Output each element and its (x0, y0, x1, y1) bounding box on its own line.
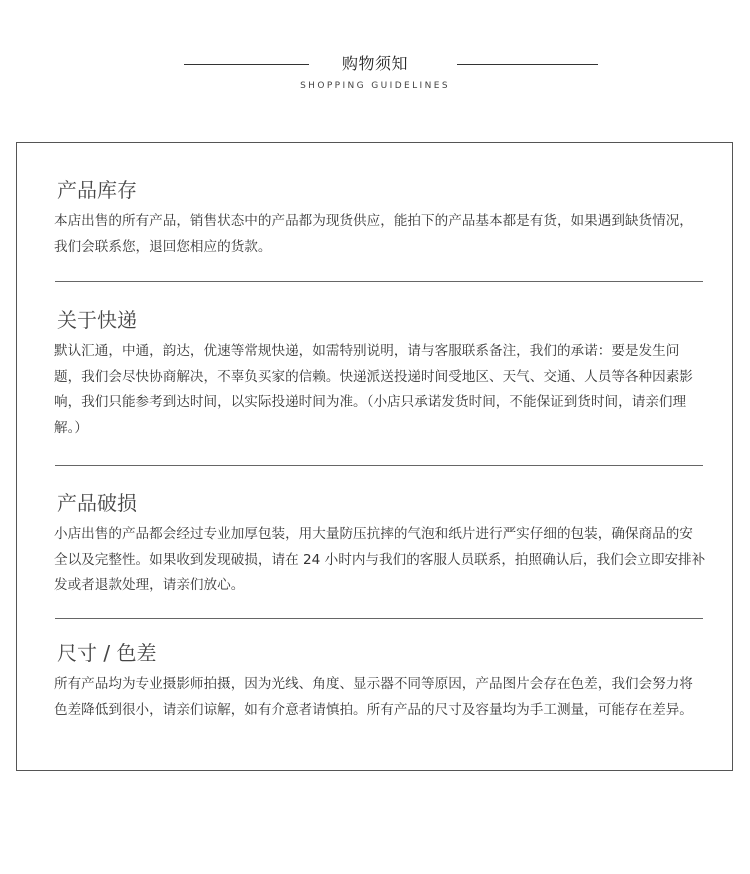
page-header (0, 0, 750, 110)
section-heading: 产品库存 (57, 178, 137, 202)
section-body: 所有产品均为专业摄影师拍摄，因为光线、角度、显示器不同等原因，产品图片会存在色差，我们会努力将色差降低到很小，请亲们谅解，如有介意者请慎拍。所有产品的尺寸及容量均为手工测量，可能存在差异。 (54, 676, 693, 718)
section-product-stock (54, 177, 706, 260)
section-body: 默认汇通，中通，韵达，优速等常规快递，如需特别说明，请与客服联系备注，我们的承诺：要是发生问题，我们会尽快协商解决，不辜负买家的信赖。快递派送投递时间受地区、天气、交通、人员等各种因素影响，我们只能参考到达时间，以实际投递时间为准。（小店只承诺发货时间，不能保证到货时间，请亲们理解。） (54, 343, 693, 436)
section-heading: 关于快递 (57, 308, 137, 332)
section-shipping (54, 307, 706, 441)
section-body: 本店出售的所有产品，销售状态中的产品都为现货供应，能拍下的产品基本都是有货，如果遇到缺货情况，我们会联系您，退回您相应的货款。 (54, 213, 693, 255)
page-subtitle: SHOPPING GUIDELINES (300, 81, 450, 91)
section-heading: 尺寸 / 色差 (57, 641, 157, 665)
section-heading: 产品破损 (57, 491, 137, 515)
section-divider (55, 465, 703, 466)
section-product-damage (54, 490, 706, 599)
section-body: 小店出售的产品都会经过专业加厚包装，用大量防压抗摔的气泡和纸片进行严实仔细的包装，确保商品的安全以及完整性。如果收到发现破损，请在 24 小时内与我们的客服人员联系，拍照确认后，我们会立即安排补发或者退款处理，请亲们放心。 (54, 526, 706, 593)
section-divider (55, 618, 703, 619)
page-title: 购物须知 (341, 54, 408, 73)
guidelines-box (16, 142, 733, 771)
section-divider (55, 281, 703, 282)
header-right-rule (457, 64, 598, 65)
section-size-color (54, 640, 706, 723)
